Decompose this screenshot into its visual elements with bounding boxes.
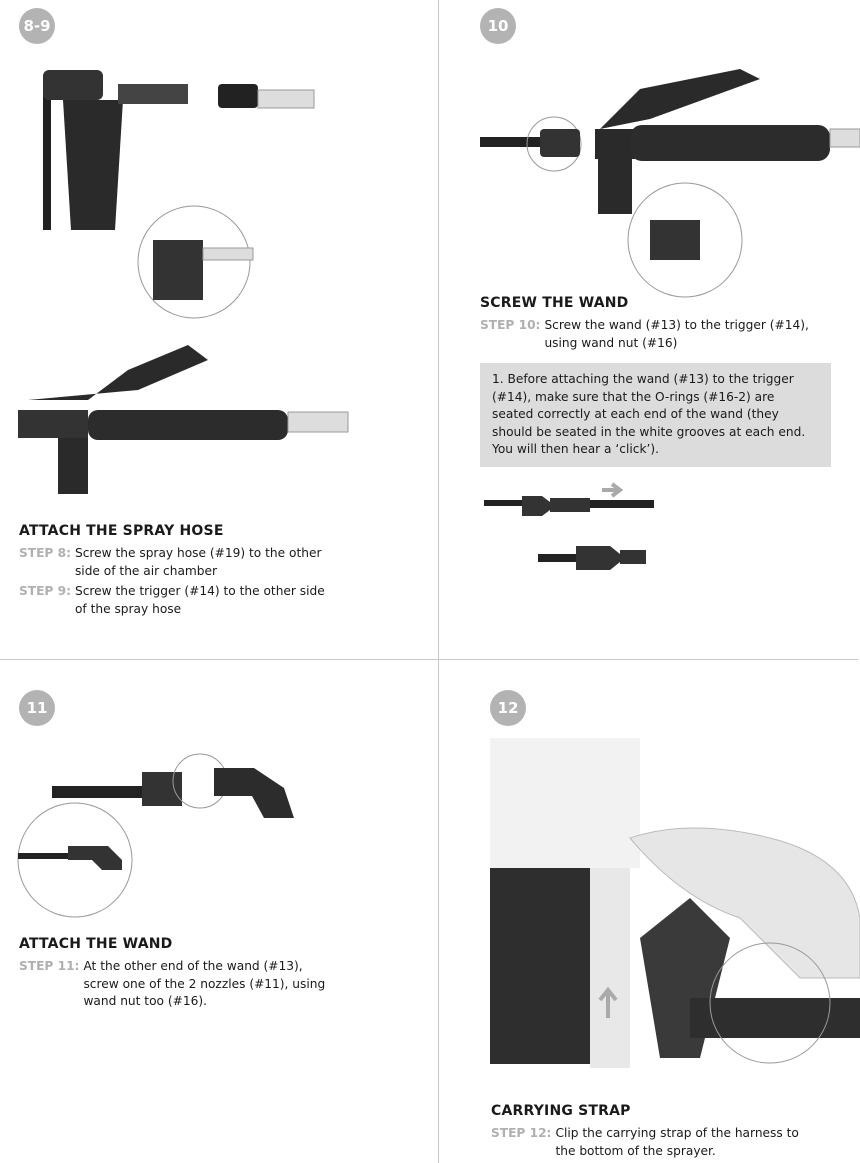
step-list — [19, 958, 329, 1011]
step-list — [480, 317, 810, 352]
step-item — [491, 1125, 821, 1160]
step-badge: 8-9 — [19, 8, 55, 44]
step-label: STEP 12: — [491, 1126, 552, 1140]
step-item — [19, 583, 339, 618]
step-label: STEP 9: — [19, 584, 71, 598]
step-text: At the other end of the wand (#13), screw one of the 2 nozzles (#11), using wand nut too (#16). — [83, 959, 326, 1008]
step-label: STEP 10: — [480, 318, 541, 332]
step-item — [480, 317, 810, 352]
section-heading: ATTACH THE SPRAY HOSE — [19, 523, 224, 539]
column-divider — [438, 0, 439, 1163]
step-text: Screw the trigger (#14) to the other side of the spray hose — [74, 584, 325, 616]
spray-hose-illustration — [18, 60, 318, 500]
step-badge: 11 — [19, 690, 55, 726]
o-ring-illustration — [484, 484, 664, 574]
wand-trigger-illustration — [480, 55, 860, 285]
section-heading: SCREW THE WAND — [480, 295, 629, 311]
section-heading: CARRYING STRAP — [491, 1103, 631, 1119]
step-text: Screw the spray hose (#19) to the other side of the air chamber — [74, 546, 322, 578]
step-item — [19, 545, 339, 580]
step-badge: 12 — [490, 690, 526, 726]
step-list — [19, 545, 339, 618]
section-heading: ATTACH THE WAND — [19, 936, 173, 952]
info-note: 1. Before attaching the wand (#13) to the trigger (#14), make sure that the O-rings (#16-2) are seated correctly at each end of the wand (they should be seated in the white grooves at each end. You will then hear a ‘click’). — [480, 363, 831, 467]
step-label: STEP 8: — [19, 546, 71, 560]
step-badge: 10 — [480, 8, 516, 44]
step-text: Clip the carrying strap of the harness to the bottom of the sprayer. — [555, 1126, 799, 1158]
row-divider — [0, 659, 858, 660]
carrying-strap-illustration — [490, 738, 860, 1068]
step-label: STEP 11: — [19, 959, 80, 973]
step-list — [491, 1125, 821, 1160]
step-text: Screw the wand (#13) to the trigger (#14), using wand nut (#16) — [544, 318, 809, 350]
step-item — [19, 958, 329, 1011]
nozzle-illustration — [18, 750, 338, 920]
